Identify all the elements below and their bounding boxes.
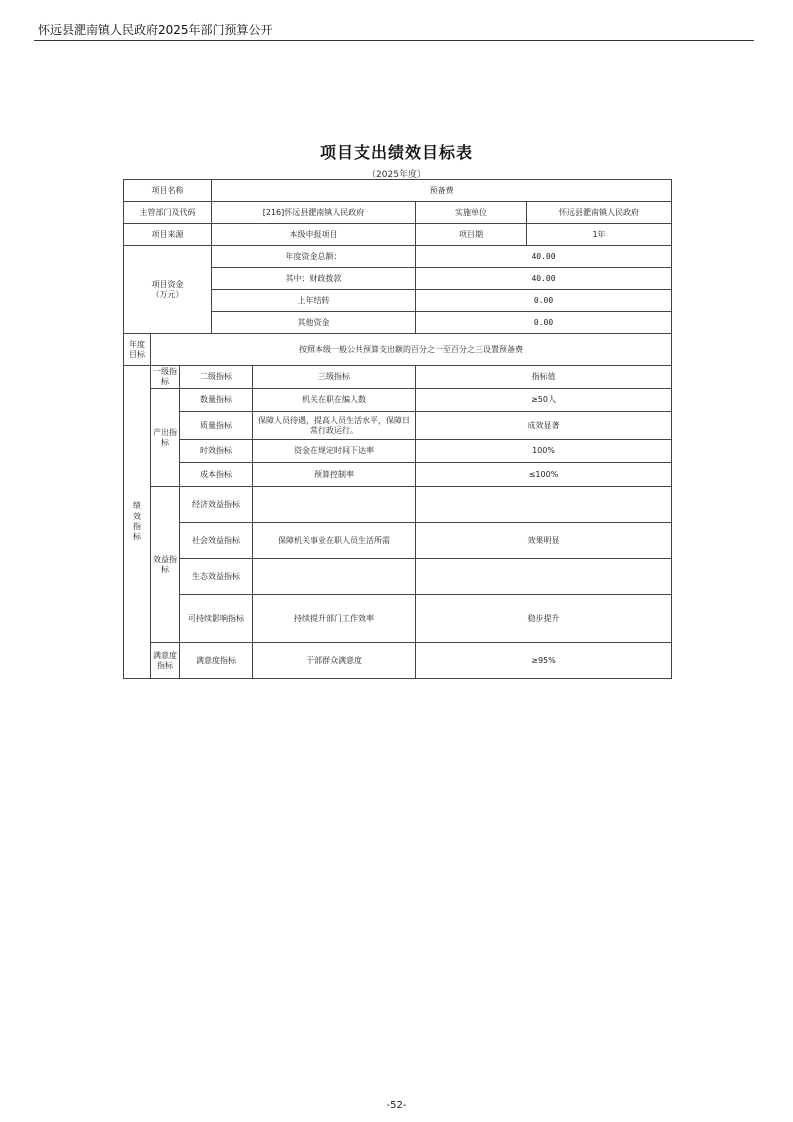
indicator-level3: 持续提升部门工作效率 bbox=[253, 595, 416, 643]
indicator-row bbox=[124, 389, 672, 412]
dept-label: 主管部门及代码 bbox=[124, 202, 212, 224]
funds-row bbox=[124, 246, 672, 268]
annual-goal-label: 年度目标 bbox=[124, 334, 151, 366]
funds-row-value: 0.00 bbox=[416, 290, 672, 312]
indicator-row bbox=[124, 487, 672, 523]
benefit-indicator-label: 效益指标 bbox=[151, 487, 180, 643]
funds-row-value: 0.00 bbox=[416, 312, 672, 334]
indicator-row bbox=[124, 523, 672, 559]
page-number: -52- bbox=[386, 1100, 407, 1111]
header-level1: 一级指标 bbox=[151, 366, 180, 389]
funds-row-label: 其他资金 bbox=[212, 312, 416, 334]
page-header-title: 怀远县淝南镇人民政府2025年部门预算公开 bbox=[38, 23, 273, 37]
indicator-value: ≥95% bbox=[416, 643, 672, 679]
header-level2: 二级指标 bbox=[180, 366, 253, 389]
source-label: 项目来源 bbox=[124, 224, 212, 246]
performance-target-table bbox=[123, 179, 672, 679]
indicator-header-row bbox=[124, 366, 672, 389]
indicator-level2: 经济效益指标 bbox=[180, 487, 253, 523]
indicator-level2: 生态效益指标 bbox=[180, 559, 253, 595]
indicator-value: ≤100% bbox=[416, 463, 672, 487]
row-annual-goal bbox=[124, 334, 672, 366]
output-indicator-label: 产出指标 bbox=[151, 389, 180, 487]
dept-value: [216]怀远县淝南镇人民政府 bbox=[212, 202, 416, 224]
indicator-level2: 质量指标 bbox=[180, 412, 253, 440]
funds-row-value: 40.00 bbox=[416, 246, 672, 268]
indicator-value: 成效显著 bbox=[416, 412, 672, 440]
funds-row-label: 其中：财政拨款 bbox=[212, 268, 416, 290]
header-divider bbox=[34, 40, 754, 41]
indicator-level2: 社会效益指标 bbox=[180, 523, 253, 559]
indicator-level3: 机关在职在编人数 bbox=[253, 389, 416, 412]
indicator-level2: 可持续影响指标 bbox=[180, 595, 253, 643]
table-year: （2025年度） bbox=[367, 170, 426, 180]
indicator-value: 稳步提升 bbox=[416, 595, 672, 643]
indicators-section-label bbox=[124, 366, 151, 679]
row-project-name bbox=[124, 180, 672, 202]
indicator-row bbox=[124, 463, 672, 487]
source-value: 本级申报项目 bbox=[212, 224, 416, 246]
funds-label bbox=[124, 246, 212, 334]
header-value: 指标值 bbox=[416, 366, 672, 389]
header-level3: 三级指标 bbox=[253, 366, 416, 389]
indicator-level3: 干部群众满意度 bbox=[253, 643, 416, 679]
row-department bbox=[124, 202, 672, 224]
indicator-level2: 满意度指标 bbox=[180, 643, 253, 679]
funds-row-label: 年度资金总额： bbox=[212, 246, 416, 268]
indicator-value bbox=[416, 559, 672, 595]
funds-label-line1: 项目资金 bbox=[151, 279, 184, 289]
indicator-row bbox=[124, 559, 672, 595]
funds-label-line2: （万元） bbox=[151, 289, 184, 299]
period-value: 1年 bbox=[527, 224, 672, 246]
indicator-level2: 数量指标 bbox=[180, 389, 253, 412]
indicator-level3: 保障人员待遇，提高人员生活水平，保障日常行政运行。 bbox=[253, 412, 416, 440]
indicator-value: 效果明显 bbox=[416, 523, 672, 559]
indicator-level3 bbox=[253, 559, 416, 595]
indicator-row bbox=[124, 643, 672, 679]
indicator-row bbox=[124, 412, 672, 440]
funds-row-label: 上年结转 bbox=[212, 290, 416, 312]
indicator-level3: 保障机关事业在职人员生活所需 bbox=[253, 523, 416, 559]
row-source bbox=[124, 224, 672, 246]
annual-goal-text: 按照本级一般公共预算支出额的百分之一至百分之三设置预备费 bbox=[151, 334, 672, 366]
satisfaction-indicator-label: 满意度指标 bbox=[151, 643, 180, 679]
indicator-value bbox=[416, 487, 672, 523]
impl-value: 怀远县淝南镇人民政府 bbox=[527, 202, 672, 224]
table-title: 项目支出绩效目标表 bbox=[319, 143, 473, 162]
funds-row-value: 40.00 bbox=[416, 268, 672, 290]
indicator-row bbox=[124, 595, 672, 643]
project-name-value: 预备费 bbox=[212, 180, 672, 202]
impl-label: 实施单位 bbox=[416, 202, 527, 224]
indicator-level2: 时效指标 bbox=[180, 440, 253, 463]
project-name-label: 项目名称 bbox=[124, 180, 212, 202]
period-label: 项目期 bbox=[416, 224, 527, 246]
indicators-section-text: 绩效指标 bbox=[133, 501, 141, 542]
indicator-value: ≥50人 bbox=[416, 389, 672, 412]
indicator-row bbox=[124, 440, 672, 463]
indicator-level2: 成本指标 bbox=[180, 463, 253, 487]
indicator-level3: 资金在规定时间下达率 bbox=[253, 440, 416, 463]
indicator-level3 bbox=[253, 487, 416, 523]
indicator-value: 100% bbox=[416, 440, 672, 463]
indicator-level3: 预算控制率 bbox=[253, 463, 416, 487]
